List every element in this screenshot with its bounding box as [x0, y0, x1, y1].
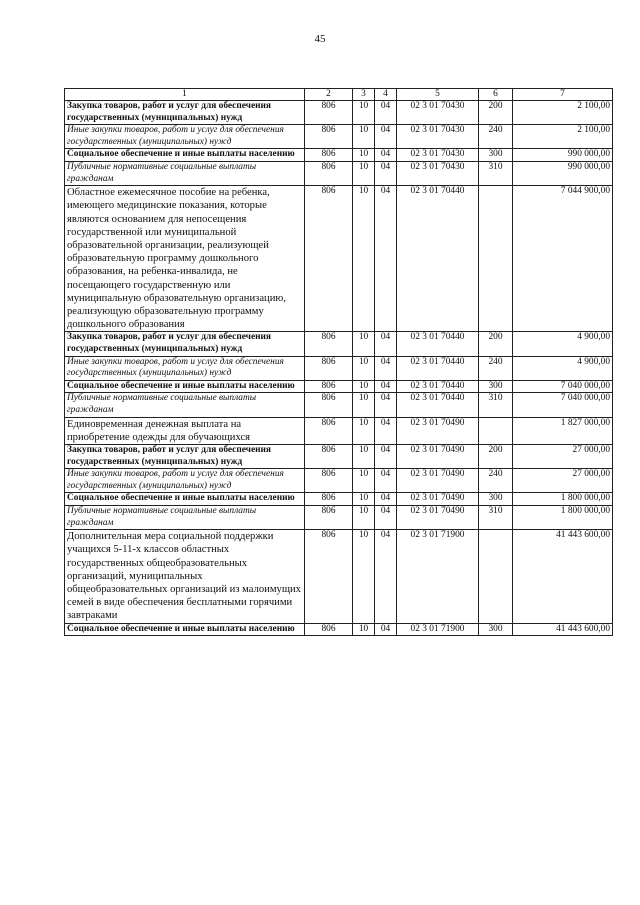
amount: 4 900,00 — [513, 356, 613, 380]
subsection-code: 04 — [375, 530, 397, 623]
section-code: 10 — [353, 101, 375, 125]
target-article-code: 02 3 01 70430 — [397, 161, 479, 185]
expense-type-code: 310 — [479, 161, 513, 185]
subsection-code: 04 — [375, 393, 397, 417]
amount: 1 800 000,00 — [513, 505, 613, 529]
subsection-code: 04 — [375, 125, 397, 149]
target-article-code: 02 3 01 71900 — [397, 623, 479, 636]
row-name: Иные закупки товаров, работ и услуг для обеспечения государственных (муниципальных) нужд — [65, 356, 305, 380]
section-code: 10 — [353, 530, 375, 623]
row-name: Областное ежемесячное пособие на ребенка, имеющего медицинские показания, которые являются основанием для непосещения государственной или муниципальной образовательной организации, реализующей образовательную программу дошкольного образования, на ребенка-инвалида, не посещающего государственную или муниципальную образовательную организацию, реализующую образовательную программу дошкольного образования — [65, 186, 305, 332]
target-article-code: 02 3 01 70430 — [397, 149, 479, 162]
amount: 990 000,00 — [513, 149, 613, 162]
table-row — [65, 125, 613, 149]
expense-type-code — [479, 417, 513, 444]
section-code: 10 — [353, 186, 375, 332]
amount: 7 044 900,00 — [513, 186, 613, 332]
expense-type-code: 240 — [479, 125, 513, 149]
amount: 2 100,00 — [513, 125, 613, 149]
table-row — [65, 149, 613, 162]
table-row — [65, 380, 613, 393]
subsection-code: 04 — [375, 101, 397, 125]
section-code: 10 — [353, 505, 375, 529]
row-name: Социальное обеспечение и иные выплаты населению — [65, 623, 305, 636]
section-code: 10 — [353, 623, 375, 636]
row-name: Закупка товаров, работ и услуг для обеспечения государственных (муниципальных) нужд — [65, 332, 305, 356]
page-number: 45 — [314, 33, 326, 45]
expense-type-code — [479, 186, 513, 332]
row-name: Закупка товаров, работ и услуг для обеспечения государственных (муниципальных) нужд — [65, 444, 305, 468]
grbs-code: 806 — [305, 356, 353, 380]
grbs-code: 806 — [305, 444, 353, 468]
expense-type-code: 200 — [479, 101, 513, 125]
target-article-code: 02 3 01 70490 — [397, 505, 479, 529]
amount: 27 000,00 — [513, 444, 613, 468]
amount: 41 443 600,00 — [513, 623, 613, 636]
subsection-code: 04 — [375, 505, 397, 529]
amount: 1 800 000,00 — [513, 493, 613, 506]
budget-table — [64, 88, 613, 636]
subsection-code: 04 — [375, 161, 397, 185]
expense-type-code: 310 — [479, 505, 513, 529]
expense-type-code: 300 — [479, 493, 513, 506]
expense-type-code: 300 — [479, 149, 513, 162]
row-name: Социальное обеспечение и иные выплаты населению — [65, 380, 305, 393]
grbs-code: 806 — [305, 332, 353, 356]
grbs-code: 806 — [305, 530, 353, 623]
target-article-code: 02 3 01 70440 — [397, 393, 479, 417]
subsection-code: 04 — [375, 469, 397, 493]
header-row — [65, 89, 613, 101]
section-code: 10 — [353, 380, 375, 393]
grbs-code: 806 — [305, 469, 353, 493]
subsection-code: 04 — [375, 149, 397, 162]
target-article-code: 02 3 01 71900 — [397, 530, 479, 623]
header-cell: 3 — [353, 89, 375, 101]
amount: 27 000,00 — [513, 469, 613, 493]
section-code: 10 — [353, 356, 375, 380]
grbs-code: 806 — [305, 417, 353, 444]
section-code: 10 — [353, 444, 375, 468]
section-code: 10 — [353, 125, 375, 149]
table-row — [65, 101, 613, 125]
section-code: 10 — [353, 149, 375, 162]
grbs-code: 806 — [305, 493, 353, 506]
section-code: 10 — [353, 493, 375, 506]
expense-type-code: 200 — [479, 332, 513, 356]
expense-type-code: 310 — [479, 393, 513, 417]
subsection-code: 04 — [375, 380, 397, 393]
row-name: Дополнительная мера социальной поддержки учащихся 5-11-х классов областных государственных общеобразовательных организаций, муниципальных общеобразовательных организаций из малоимущих семей в виде обеспечения бесплатными горячими завтраками — [65, 530, 305, 623]
table-row — [65, 505, 613, 529]
table-row — [65, 161, 613, 185]
grbs-code: 806 — [305, 161, 353, 185]
header-cell: 6 — [479, 89, 513, 101]
expense-type-code: 200 — [479, 444, 513, 468]
row-name: Закупка товаров, работ и услуг для обеспечения государственных (муниципальных) нужд — [65, 101, 305, 125]
row-name: Публичные нормативные социальные выплаты гражданам — [65, 161, 305, 185]
section-code: 10 — [353, 393, 375, 417]
amount: 1 827 000,00 — [513, 417, 613, 444]
subsection-code: 04 — [375, 417, 397, 444]
target-article-code: 02 3 01 70430 — [397, 101, 479, 125]
target-article-code: 02 3 01 70430 — [397, 125, 479, 149]
grbs-code: 806 — [305, 505, 353, 529]
section-code: 10 — [353, 332, 375, 356]
expense-type-code: 240 — [479, 356, 513, 380]
subsection-code: 04 — [375, 186, 397, 332]
target-article-code: 02 3 01 70490 — [397, 444, 479, 468]
grbs-code: 806 — [305, 380, 353, 393]
header-cell: 1 — [65, 89, 305, 101]
target-article-code: 02 3 01 70490 — [397, 493, 479, 506]
table-row — [65, 186, 613, 332]
table-row — [65, 469, 613, 493]
grbs-code: 806 — [305, 125, 353, 149]
table-row — [65, 393, 613, 417]
grbs-code: 806 — [305, 186, 353, 332]
amount: 2 100,00 — [513, 101, 613, 125]
expense-type-code: 240 — [479, 469, 513, 493]
grbs-code: 806 — [305, 393, 353, 417]
subsection-code: 04 — [375, 493, 397, 506]
row-name: Единовременная денежная выплата на приобретение одежды для обучающихся — [65, 417, 305, 444]
section-code: 10 — [353, 417, 375, 444]
header-cell: 4 — [375, 89, 397, 101]
row-name: Иные закупки товаров, работ и услуг для обеспечения государственных (муниципальных) нужд — [65, 469, 305, 493]
amount: 7 040 000,00 — [513, 380, 613, 393]
expense-type-code — [479, 530, 513, 623]
table-row — [65, 356, 613, 380]
grbs-code: 806 — [305, 623, 353, 636]
row-name: Иные закупки товаров, работ и услуг для обеспечения государственных (муниципальных) нужд — [65, 125, 305, 149]
section-code: 10 — [353, 469, 375, 493]
table-row — [65, 444, 613, 468]
expense-type-code: 300 — [479, 623, 513, 636]
target-article-code: 02 3 01 70440 — [397, 380, 479, 393]
table-row — [65, 623, 613, 636]
subsection-code: 04 — [375, 444, 397, 468]
grbs-code: 806 — [305, 101, 353, 125]
section-code: 10 — [353, 161, 375, 185]
subsection-code: 04 — [375, 356, 397, 380]
amount: 4 900,00 — [513, 332, 613, 356]
header-cell: 2 — [305, 89, 353, 101]
table-row — [65, 530, 613, 623]
amount: 7 040 000,00 — [513, 393, 613, 417]
row-name: Публичные нормативные социальные выплаты гражданам — [65, 393, 305, 417]
table-row — [65, 417, 613, 444]
target-article-code: 02 3 01 70490 — [397, 469, 479, 493]
subsection-code: 04 — [375, 623, 397, 636]
amount: 41 443 600,00 — [513, 530, 613, 623]
header-cell: 5 — [397, 89, 479, 101]
row-name: Публичные нормативные социальные выплаты гражданам — [65, 505, 305, 529]
header-cell: 7 — [513, 89, 613, 101]
target-article-code: 02 3 01 70490 — [397, 417, 479, 444]
target-article-code: 02 3 01 70440 — [397, 186, 479, 332]
table-row — [65, 493, 613, 506]
subsection-code: 04 — [375, 332, 397, 356]
target-article-code: 02 3 01 70440 — [397, 332, 479, 356]
row-name: Социальное обеспечение и иные выплаты населению — [65, 493, 305, 506]
target-article-code: 02 3 01 70440 — [397, 356, 479, 380]
amount: 990 000,00 — [513, 161, 613, 185]
expense-type-code: 300 — [479, 380, 513, 393]
table-row — [65, 332, 613, 356]
grbs-code: 806 — [305, 149, 353, 162]
row-name: Социальное обеспечение и иные выплаты населению — [65, 149, 305, 162]
